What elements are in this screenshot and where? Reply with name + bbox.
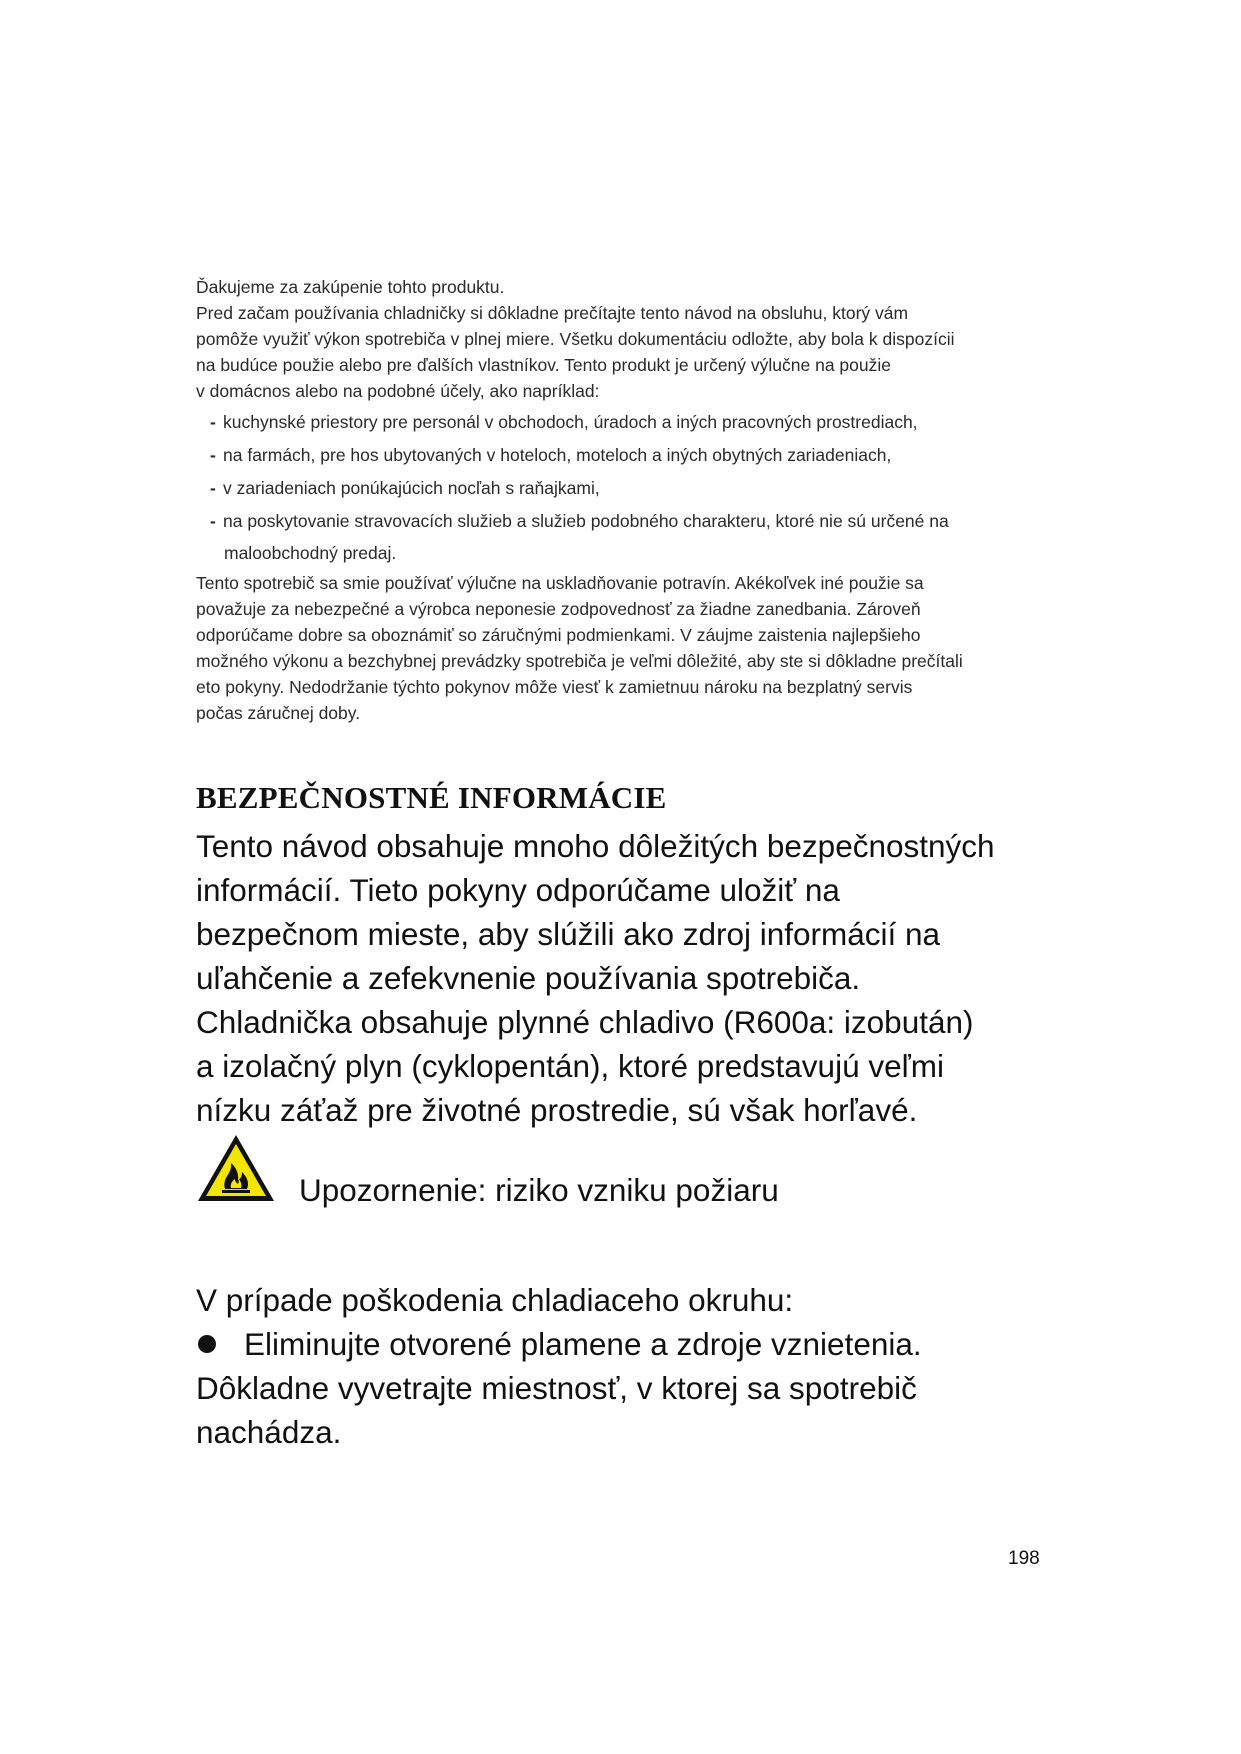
paragraph-line: informácií. Tieto pokyny odporúčame uložiť na [196, 872, 840, 908]
dash-marker: - [210, 511, 216, 531]
dash-marker: - [210, 478, 216, 498]
warning-text: Upozornenie: riziko vzniku požiaru [299, 1172, 779, 1208]
intro-line: Pred začam používania chladničky si dôkladne prečítajte tento návod na obsluhu, ktorý vám [196, 303, 909, 323]
intro-line: na budúce použie alebo pre ďalších vlastníkov. Tento produkt je určený výlučne na použie [196, 355, 891, 375]
paragraph-line: možného výkonu a bezchybnej prevádzky spotrebiča je veľmi dôležité, aby ste si dôkladne prečítali [196, 651, 963, 671]
paragraph-line: Chladnička obsahuje plynné chladivo (R600a: izobután) [196, 1004, 974, 1040]
paragraph-line: nízku záťaž pre životné prostredie, sú však horľavé. [196, 1092, 918, 1128]
paragraph-line: počas záručnej doby. [196, 703, 361, 723]
list-item-text: na farmách, pre hos ubytovaných v hoteloch, moteloch a iných obytných zariadeniach, [223, 445, 892, 465]
intro-line: pomôže využiť výkon spotrebiča v plnej miere. Všetku dokumentáciu odložte, aby bola k dispozícii [196, 329, 955, 349]
paragraph-line: Tento návod obsahuje mnoho dôležitých bezpečnostných [196, 828, 995, 864]
refrigerant-damage-section [196, 1278, 1076, 1454]
list-item [196, 1322, 1076, 1366]
usage-bullet-list [196, 406, 1056, 568]
list-item-text: na poskytovanie stravovacích služieb a služieb podobného charakteru, ktoré nie sú určené na [223, 511, 949, 531]
bullet-dot-icon [198, 1335, 216, 1353]
fire-warning [195, 1132, 1095, 1212]
paragraph-line: uľahčenie a zefekvnenie používania spotrebiča. [196, 960, 861, 996]
list-item-text: Eliminujte otvorené plamene a zdroje vznietenia. [244, 1326, 922, 1362]
paragraph-line: eto pokyny. Nedodržanie týchto pokynov môže viesť k zamietnuu nároku na bezplatný servis [196, 677, 913, 697]
paragraph-line: považuje za nebezpečné a výrobca neponesie zodpovednosť za žiadne zanedbania. Zároveň [196, 599, 921, 619]
page-number: 198 [1008, 1548, 1040, 1569]
fire-hazard-warning-icon [195, 1132, 277, 1204]
list-item [196, 472, 1056, 505]
paragraph-line: Tento spotrebič sa smie používať výlučne na uskladňovanie potravín. Akékoľvek iné použie sa [196, 573, 924, 593]
paragraph-line: odporúčame dobre sa oboznámiť so záručnými podmienkami. V záujme zaistenia najlepšieho [196, 625, 921, 645]
dash-marker: - [210, 445, 216, 465]
list-item [196, 505, 1056, 538]
list-item-text: kuchynské priestory pre personál v obchodoch, úradoch a iných pracovných prostrediach, [223, 412, 918, 432]
dash-marker: - [210, 412, 216, 432]
usage-terms-paragraph [196, 570, 1056, 726]
paragraph-line: Dôkladne vyvetrajte miestnosť, v ktorej sa spotrebič [196, 1370, 917, 1406]
section-heading: BEZPEČNOSTNÉ INFORMÁCIE [196, 780, 667, 815]
intro-line: Ďakujeme za zakúpenie tohto produktu. [196, 277, 505, 297]
paragraph-line: bezpečnom mieste, aby slúžili ako zdroj informácií na [196, 916, 941, 952]
list-item-text: v zariadeniach ponúkajúcich nocľah s raňajkami, [223, 478, 600, 498]
list-item [196, 406, 1056, 439]
list-item-continuation: maloobchodný predaj. [224, 543, 397, 563]
intro-line: v domácnos alebo na podobné účely, ako napríklad: [196, 381, 600, 401]
list-item [196, 439, 1056, 472]
safety-paragraph [196, 824, 1076, 1132]
paragraph-line: a izolačný plyn (cyklopentán), ktoré predstavujú veľmi [196, 1048, 945, 1084]
intro-section [196, 274, 1056, 726]
paragraph-line: nachádza. [196, 1414, 342, 1450]
damage-intro: V prípade poškodenia chladiaceho okruhu: [196, 1282, 794, 1318]
